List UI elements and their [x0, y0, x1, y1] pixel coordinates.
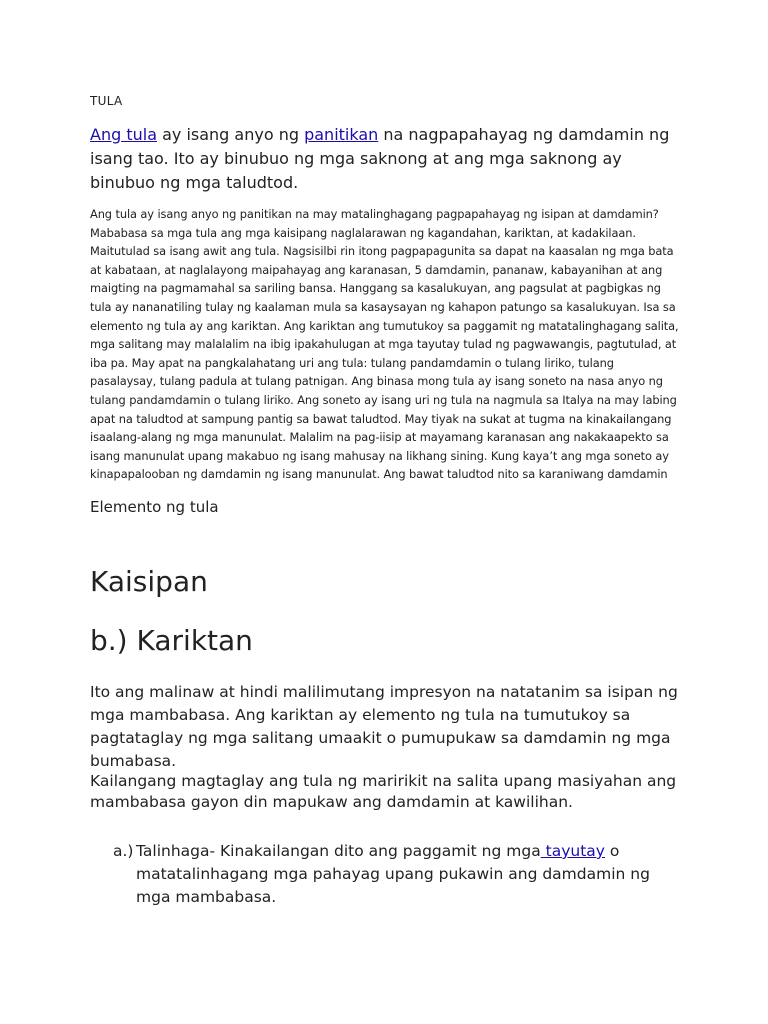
list-text-1: Talinhaga- Kinakailangan dito ang paggamit ng mga [136, 842, 541, 860]
list-item-content [136, 840, 668, 909]
kariktan-heading: b.) Kariktan [90, 624, 253, 657]
body-paragraph: Ang tula ay isang anyo ng panitikan na may matalinghagang pagpapahayag ng isipan at damdamin? Mababasa sa mga tula ang mga kaisipang naglalarawan ng kagandahan, kariktan, at kadakilaan. Maitutulad sa isang awit ang tula. Nagsisilbi rin itong pagpapagunita sa dapat na kaasalan ng mga bata at kabataan, at naglalayong maipahayag ang karanasan, 5 damdamin, pananaw, kabayanihan at ang maigting na pagmamahal sa sariling bansa. Hanggang sa kasalukuyan, ang pagsulat at pagbigkas ng tula ay nananatiling tulay ng kaalaman mula sa kasaysayan ng kahapon patungo sa kasalukuyan. Isa sa elemento ng tula ay ang kariktan. Ang kariktan ang tumutukoy sa paggamit ng matatalinghagang salita, mga salitang may malalalim na ibig ipakahulugan at mga tayutay tulad ng pagwawangis, pagtutulad, at iba pa. May apat na pangkalahatang uri ang tula: tulang pandamdamin o tulang liriko, tulang pasalaysay, tulang padula at tulang patnigan. Ang binasa mong tula ay isang soneto na nasa anyo ng tulang pandamdamin o tulang liriko. Ang soneto ay isang uri ng tula na nagmula sa Italya na may labing apat na taludtod at sampung pantig sa bawat taludtod. May tiyak na sukat at tugma na kinakailangang isaalang-alang ng mga manunulat. Malalim na pag-iisip at mayamang karanasan ang nakakaapekto sa isang manunulat upang makabuo ng isang mahusay na likhang sining. Kung kaya’t ang mga soneto ay kinapapalooban ng damdamin ng isang manunulat. Ang bawat taludtod nito sa karaniwang damdamin [90, 207, 679, 482]
kaisipan-heading: Kaisipan [90, 565, 208, 598]
ang-tula-link[interactable]: Ang tula [90, 125, 157, 144]
intro-paragraph [90, 123, 670, 195]
elemento-label: Elemento ng tula [90, 498, 219, 516]
intro-text-2: na nagpapahayag ng damdamin ng isang tao. Ito ay binubuo ng mga saknong at ang mga saknong ay binubuo ng mga taludtod. [90, 125, 670, 192]
document-title: TULA [90, 94, 123, 108]
tayutay-link[interactable]: tayutay [540, 842, 605, 860]
kariktan-paragraph-2: Kailangang magtaglay ang tula ng maririkit na salita upang masiyahan ang mambabasa gayon din mapukaw ang damdamin at kawilihan. [90, 772, 677, 811]
list-text-2: o matatalinhagang mga pahayag upang pukawin ang damdamin ng mga mambabasa. [136, 842, 650, 906]
intro-text-1: ay isang anyo ng [157, 125, 305, 144]
panitikan-link[interactable]: panitikan [304, 125, 379, 144]
kariktan-paragraph-1: Ito ang malinaw at hindi malilimutang impresyon na natatanim sa isipan ng mga mambabasa. Ang kariktan ay elemento ng tula na tumutukoy sa pagtataglay ng mga salitang umaakit o pumupukaw sa damdamin ng mga bumabasa. [90, 683, 678, 770]
list-marker: a.) [113, 842, 134, 860]
talinhaga-list [113, 840, 668, 909]
list-item [113, 840, 668, 909]
